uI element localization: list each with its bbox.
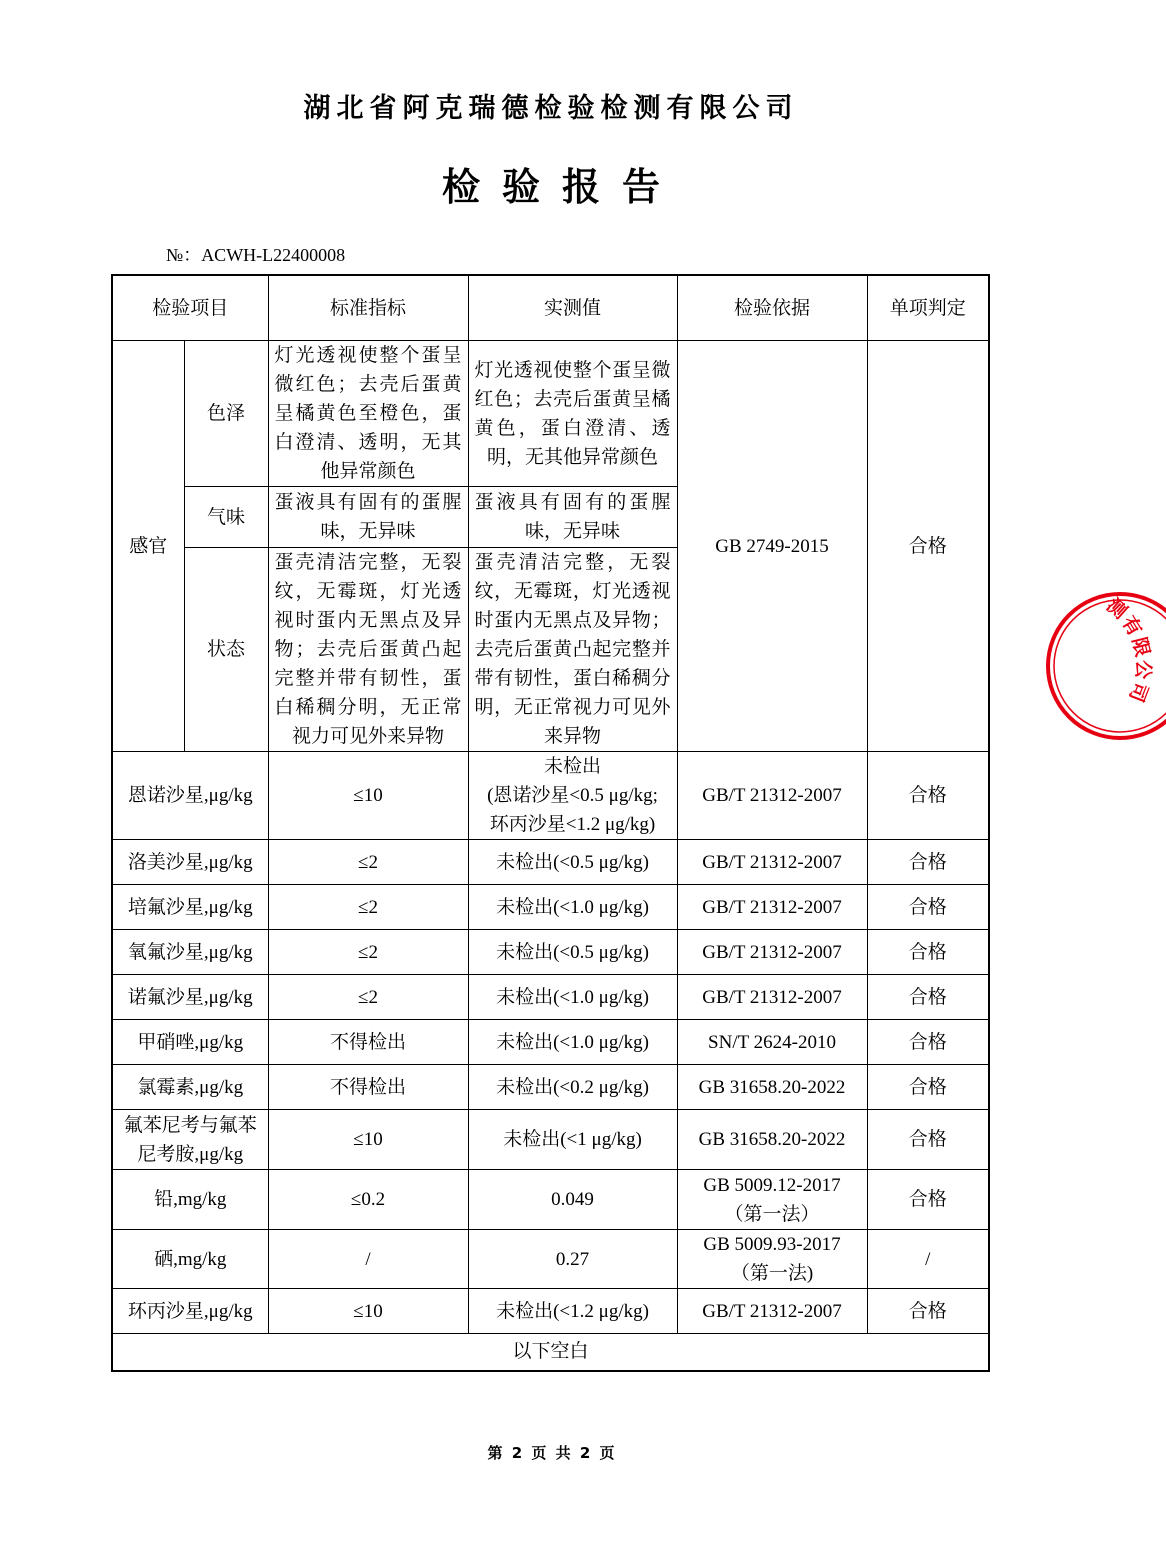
table-row bbox=[112, 840, 989, 885]
table-row bbox=[112, 1170, 989, 1230]
item-name: 铅,mg/kg bbox=[112, 1170, 268, 1230]
measured-line: (恩诺沙星<0.5 μg/kg; bbox=[487, 785, 658, 806]
basis-line: GB/T 21312-2007 bbox=[702, 986, 842, 1008]
item-measured bbox=[468, 1230, 677, 1289]
item-measured bbox=[468, 840, 677, 885]
measured-line: 未检出(<1.2 μg/kg) bbox=[496, 1300, 649, 1322]
item-name: 氯霉素,μg/kg bbox=[112, 1065, 268, 1110]
item-name: 硒,mg/kg bbox=[112, 1230, 268, 1289]
sensory-item-name: 状态 bbox=[184, 548, 268, 752]
sensory-item-measured: 灯光透视使整个蛋呈微红色；去壳后蛋黄呈橘黄色，蛋白澄清、透明，无其他异常颜色 bbox=[468, 341, 677, 487]
basis-line: （第一法） bbox=[724, 1203, 820, 1225]
item-result: 合格 bbox=[867, 1170, 989, 1230]
svg-text:测有限公司 bbox=[1102, 594, 1154, 706]
basis-line: SN/T 2624-2010 bbox=[708, 1031, 836, 1053]
sensory-item-name: 色泽 bbox=[184, 341, 268, 487]
sensory-item-standard: 蛋液具有固有的蛋腥味，无异味 bbox=[268, 487, 468, 548]
basis-line: GB/T 21312-2007 bbox=[702, 941, 842, 963]
item-name: 环丙沙星,μg/kg bbox=[112, 1289, 268, 1334]
measured-line: 0.27 bbox=[555, 1248, 590, 1270]
header-item: 检验项目 bbox=[112, 275, 268, 341]
item-measured bbox=[468, 1289, 677, 1334]
header-measured: 实测值 bbox=[468, 275, 677, 341]
item-basis bbox=[677, 1110, 867, 1170]
basis-line: GB/T 21312-2007 bbox=[702, 1300, 842, 1322]
item-basis bbox=[677, 1020, 867, 1065]
table-row bbox=[112, 341, 989, 487]
sensory-item-measured: 蛋液具有固有的蛋腥味，无异味 bbox=[468, 487, 677, 548]
measured-line: 未检出(<1.0 μg/kg) bbox=[496, 896, 649, 918]
inspection-table bbox=[111, 274, 990, 1372]
item-standard: 不得检出 bbox=[268, 1020, 468, 1065]
measured-line: 未检出(<0.5 μg/kg) bbox=[496, 941, 649, 963]
item-standard: 不得检出 bbox=[268, 1065, 468, 1110]
item-measured bbox=[468, 1065, 677, 1110]
header-result: 单项判定 bbox=[867, 275, 989, 341]
measured-line: 0.049 bbox=[551, 1189, 594, 1210]
item-name: 洛美沙星,μg/kg bbox=[112, 840, 268, 885]
item-name: 氧氟沙星,μg/kg bbox=[112, 930, 268, 975]
measured-line: 未检出 bbox=[544, 756, 602, 777]
item-standard: / bbox=[268, 1230, 468, 1289]
item-measured bbox=[468, 885, 677, 930]
item-standard: ≤10 bbox=[268, 1289, 468, 1334]
table-row bbox=[112, 1289, 989, 1334]
table-row bbox=[112, 752, 989, 840]
table-row bbox=[112, 1020, 989, 1065]
item-result: 合格 bbox=[867, 1289, 989, 1334]
sensory-item-standard: 灯光透视使整个蛋呈微红色；去壳后蛋黄呈橘黄色至橙色，蛋白澄清、透明，无其他异常颜色 bbox=[268, 341, 468, 487]
item-name: 恩诺沙星,μg/kg bbox=[112, 752, 268, 840]
item-name: 甲硝唑,μg/kg bbox=[112, 1020, 268, 1065]
report-number-value: ACWH-L22400008 bbox=[201, 245, 346, 265]
header-basis: 检验依据 bbox=[677, 275, 867, 341]
item-result: 合格 bbox=[867, 840, 989, 885]
sensory-group: 感官 bbox=[112, 341, 184, 752]
table-row bbox=[112, 885, 989, 930]
sensory-item-name: 气味 bbox=[184, 487, 268, 548]
item-name: 培氟沙星,μg/kg bbox=[112, 885, 268, 930]
blank-note-row bbox=[112, 1334, 989, 1371]
item-basis bbox=[677, 1065, 867, 1110]
item-measured bbox=[468, 930, 677, 975]
item-result: 合格 bbox=[867, 1065, 989, 1110]
company-name: 湖北省阿克瑞德检验检测有限公司 bbox=[303, 93, 799, 124]
report-title: 检验报告 bbox=[441, 165, 682, 209]
basis-line: GB/T 21312-2007 bbox=[702, 785, 842, 806]
item-basis bbox=[677, 1170, 867, 1230]
item-result: 合格 bbox=[867, 1110, 989, 1170]
item-basis bbox=[677, 975, 867, 1020]
measured-line: 未检出(<1.0 μg/kg) bbox=[496, 986, 649, 1008]
seal-icon bbox=[1046, 585, 1166, 747]
item-standard: ≤0.2 bbox=[268, 1170, 468, 1230]
sensory-item-standard: 蛋壳清洁完整，无裂纹，无霉斑，灯光透视时蛋内无黑点及异物；去壳后蛋黄凸起完整并带有韧性，蛋白稀稠分明，无正常视力可见外来异物 bbox=[268, 548, 468, 752]
report-number bbox=[166, 241, 345, 267]
item-standard: ≤10 bbox=[268, 1110, 468, 1170]
measured-line: 未检出(<1.0 μg/kg) bbox=[496, 1031, 649, 1053]
basis-line: GB 5009.12-2017 bbox=[703, 1174, 841, 1196]
item-standard: ≤10 bbox=[268, 752, 468, 840]
seal-text: 测有限公司 bbox=[1102, 594, 1155, 707]
basis-line: GB/T 21312-2007 bbox=[702, 851, 842, 873]
table-row bbox=[112, 975, 989, 1020]
item-standard: ≤2 bbox=[268, 975, 468, 1020]
sensory-basis: GB 2749-2015 bbox=[677, 341, 867, 752]
item-name: 诺氟沙星,μg/kg bbox=[112, 975, 268, 1020]
item-result: 合格 bbox=[867, 930, 989, 975]
table-row bbox=[112, 1065, 989, 1110]
table-row bbox=[112, 1230, 989, 1289]
item-basis bbox=[677, 840, 867, 885]
item-result: 合格 bbox=[867, 1020, 989, 1065]
item-basis bbox=[677, 752, 867, 840]
table-header-row bbox=[112, 275, 989, 341]
item-basis bbox=[677, 930, 867, 975]
basis-line: GB 31658.20-2022 bbox=[698, 1129, 846, 1150]
item-measured bbox=[468, 1020, 677, 1065]
item-measured bbox=[468, 1110, 677, 1170]
table-row bbox=[112, 1110, 989, 1170]
report-number-label: №： bbox=[166, 245, 202, 265]
page-number: 第 2 页 共 2 页 bbox=[487, 1444, 615, 1462]
sensory-item-measured: 蛋壳清洁完整，无裂纹，无霉斑，灯光透视时蛋内无黑点及异物；去壳后蛋黄凸起完整并带有韧性，蛋白稀稠分明，无正常视力可见外来异物 bbox=[468, 548, 677, 752]
item-basis bbox=[677, 1230, 867, 1289]
item-standard: ≤2 bbox=[268, 885, 468, 930]
measured-line: 未检出(<0.5 μg/kg) bbox=[496, 851, 649, 873]
measured-line: 未检出(<0.2 μg/kg) bbox=[496, 1076, 649, 1098]
item-result: / bbox=[867, 1230, 989, 1289]
basis-line: GB 5009.93-2017 bbox=[703, 1234, 841, 1255]
item-result: 合格 bbox=[867, 975, 989, 1020]
blank-note: 以下空白 bbox=[112, 1334, 989, 1371]
item-measured bbox=[468, 975, 677, 1020]
item-name: 氟苯尼考与氟苯尼考胺,μg/kg bbox=[112, 1110, 268, 1170]
basis-line: （第一法) bbox=[730, 1263, 814, 1284]
measured-line: 环丙沙星<1.2 μg/kg) bbox=[489, 814, 656, 835]
item-result: 合格 bbox=[867, 885, 989, 930]
basis-line: GB 31658.20-2022 bbox=[698, 1076, 846, 1098]
item-measured bbox=[468, 1170, 677, 1230]
item-result: 合格 bbox=[867, 752, 989, 840]
sensory-result: 合格 bbox=[867, 341, 989, 752]
basis-line: GB/T 21312-2007 bbox=[702, 896, 842, 918]
data-rows bbox=[112, 752, 989, 1334]
table-row bbox=[112, 930, 989, 975]
measured-line: 未检出(<1 μg/kg) bbox=[503, 1129, 642, 1150]
header-standard: 标准指标 bbox=[268, 275, 468, 341]
company-seal bbox=[1046, 585, 1155, 747]
item-measured bbox=[468, 752, 677, 840]
item-basis bbox=[677, 885, 867, 930]
item-standard: ≤2 bbox=[268, 840, 468, 885]
item-basis bbox=[677, 1289, 867, 1334]
item-standard: ≤2 bbox=[268, 930, 468, 975]
